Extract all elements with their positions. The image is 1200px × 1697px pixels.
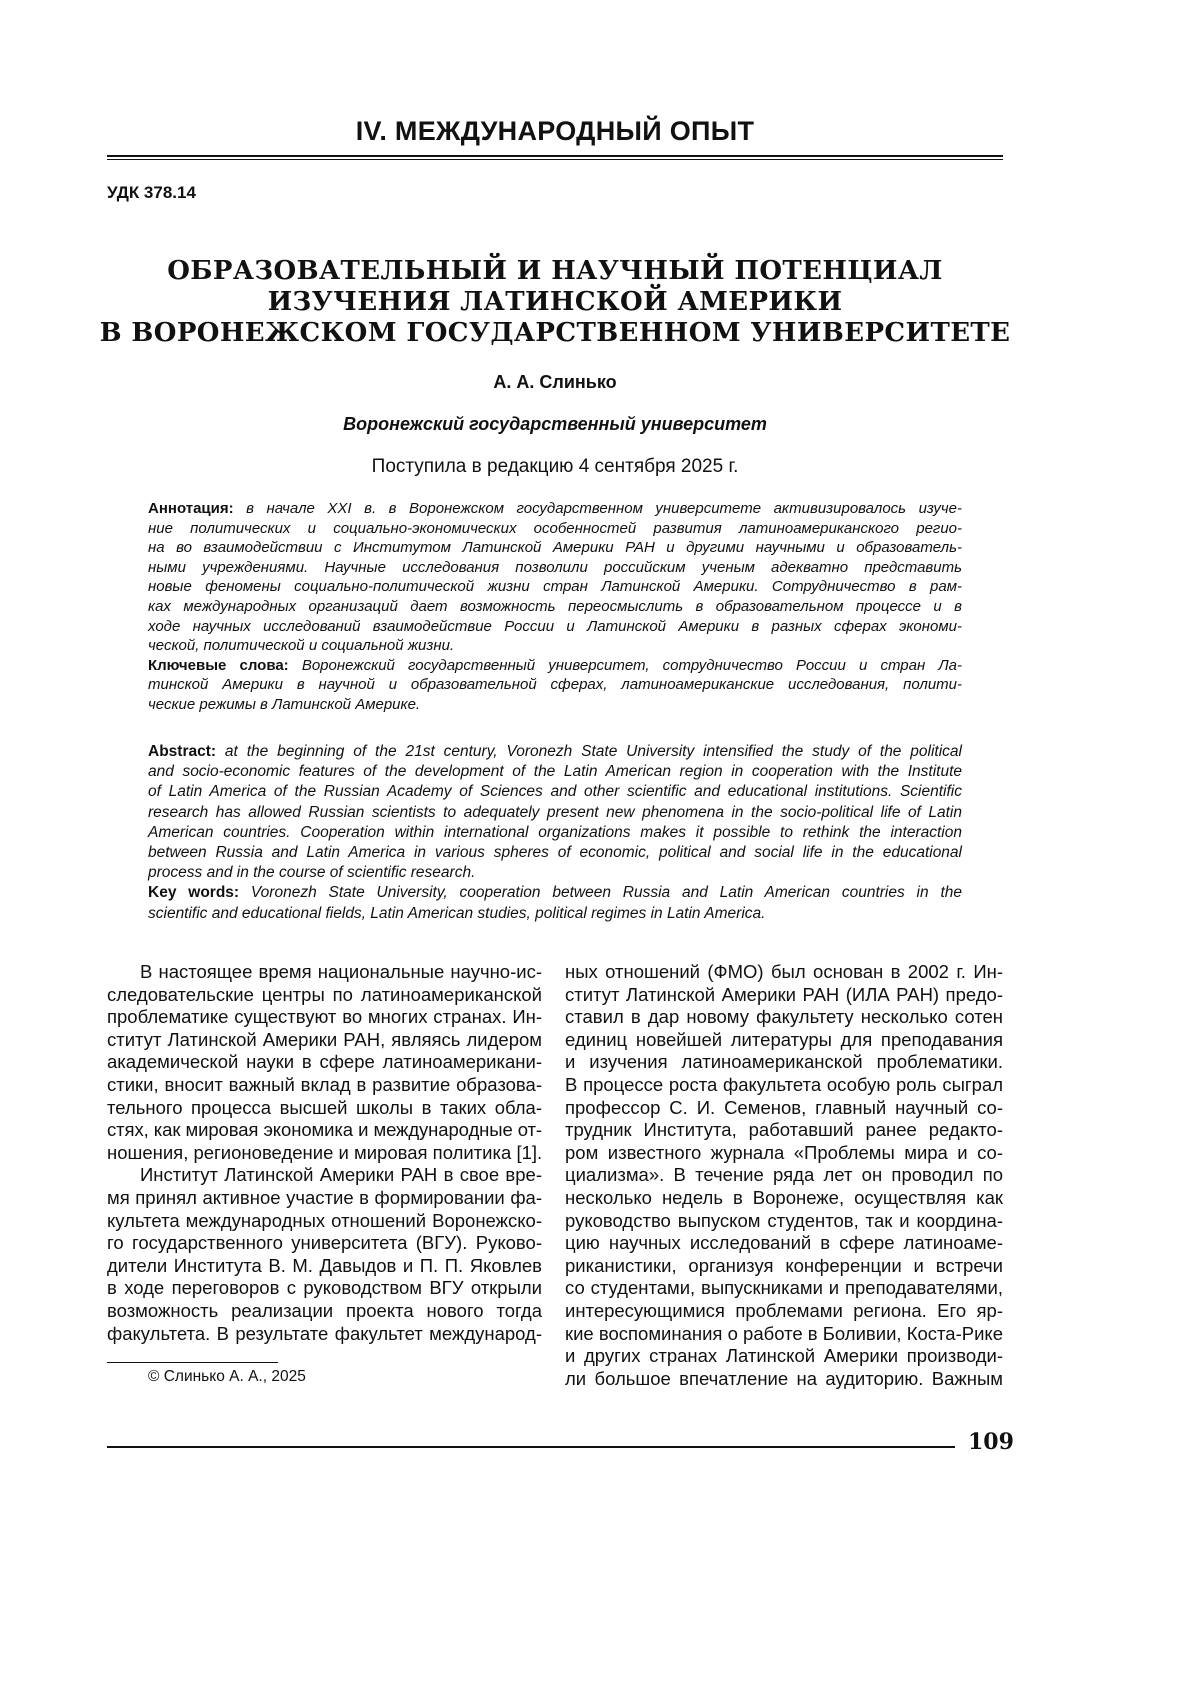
received-date: Поступила в редакцию 4 сентября 2025 г. xyxy=(0,456,1110,478)
body-column-left xyxy=(107,961,542,1345)
text-line xyxy=(148,519,962,539)
line-text: of Latin America of the Russian Academy of Sciences and other scientific and educational institutions. Scientific xyxy=(148,783,962,800)
footer-rule xyxy=(107,1446,955,1448)
text-line xyxy=(148,656,962,676)
text-line xyxy=(148,558,962,578)
body-line: В процессе роста факультета особую роль сыграл xyxy=(565,1074,1003,1097)
body-line: ститут Латинской Америки РАН (ИЛА РАН) предо- xyxy=(565,984,1003,1007)
text-line xyxy=(148,636,962,656)
body-line: ром известного журнала «Проблемы мира и со- xyxy=(565,1142,1003,1165)
copyright-footnote: © Слинько А. А., 2025 xyxy=(148,1368,306,1386)
affiliation: Воронежский государственный университет xyxy=(0,414,1110,435)
section-label: Key words: xyxy=(148,884,239,901)
text-line xyxy=(148,782,962,802)
body-line: со студентами, выпускниками и преподавателями, xyxy=(565,1277,1003,1300)
line-text: at the beginning of the 21st century, Voronezh State University intensified the study of the political xyxy=(225,743,962,760)
text-line xyxy=(148,577,962,597)
author: А. А. Слинько xyxy=(0,372,1110,393)
line-text: новые феномены социально-политической жизни стран Латинской Америки. Сотрудничество в рам- xyxy=(148,578,962,595)
section-label: Ключевые слова: xyxy=(148,657,289,674)
text-line xyxy=(148,863,962,883)
body-line: Институт Латинской Америки РАН в свое вре- xyxy=(107,1164,542,1187)
line-text: ными учреждениями. Научные исследования позволили российским ученым адекватно представить xyxy=(148,559,962,576)
line-text: в начале XXI в. в Воронежском государственном университете активизировалось изуче- xyxy=(246,500,962,517)
line-text: research has allowed Russian scientists to adequately present new phenomena in the socio-political life of Latin xyxy=(148,804,962,821)
body-line: цию научных исследований в сфере латиноаме- xyxy=(565,1232,1003,1255)
text-line xyxy=(148,675,962,695)
body-line: кие воспоминания о работе в Боливии, Коста-Рике xyxy=(565,1323,1003,1346)
text-line xyxy=(148,762,962,782)
body-column-right xyxy=(565,961,1003,1390)
body-line: ставил в дар новому факультету несколько сотен xyxy=(565,1006,1003,1029)
body-line: циализма». В течение ряда лет он проводил по xyxy=(565,1164,1003,1187)
body-line: руководство выпуском студентов, так и координа- xyxy=(565,1210,1003,1233)
line-text: Voronezh State University, cooperation between Russia and Latin American countries in the xyxy=(251,884,962,901)
body-line: культета международных отношений Воронежско- xyxy=(107,1210,542,1233)
header-rule-thin xyxy=(107,159,1003,160)
body-line: ли большое впечатление на аудиторию. Важным xyxy=(565,1368,1003,1391)
body-line: несколько недель в Воронеже, осуществляя как xyxy=(565,1187,1003,1210)
body-line: следовательские центры по латиноамериканской xyxy=(107,984,542,1007)
body-line: и других странах Латинской Америки производи- xyxy=(565,1345,1003,1368)
body-line: единиц новейшей литературы для преподавания xyxy=(565,1029,1003,1052)
body-line: В настоящее время национальные научно-ис- xyxy=(107,961,542,984)
text-line xyxy=(148,597,962,617)
body-line: риканистики, организуя конференции и встречи xyxy=(565,1255,1003,1278)
line-text: American countries. Cooperation within international organizations makes it possible to rethink the interaction xyxy=(148,824,962,841)
body-line: мя принял активное участие в формировании фа- xyxy=(107,1187,542,1210)
body-line: ношения, регионоведение и мировая политика [1]. xyxy=(107,1142,542,1165)
line-text: scientific and educational fields, Latin American studies, political regimes in Latin America. xyxy=(148,905,765,922)
section-label: Abstract: xyxy=(148,743,216,760)
text-line xyxy=(148,904,962,924)
body-line: стики, вносит важный вклад в развитие образова- xyxy=(107,1074,542,1097)
body-line: интересующимися проблемами региона. Его яр- xyxy=(565,1300,1003,1323)
line-text: на во взаимодействии с Институтом Латинской Америки РАН и другими научными и образователь- xyxy=(148,539,962,556)
line-text: ходе научных исследований взаимодействие России и Латинской Америки в разных сферах экономи- xyxy=(148,618,962,635)
body-line: проблематике существуют во многих странах. Ин- xyxy=(107,1006,542,1029)
body-line: трудник Института, работавший ранее редакто- xyxy=(565,1119,1003,1142)
page-number: 109 xyxy=(968,1429,1014,1455)
line-text: process and in the course of scientific research. xyxy=(148,864,475,881)
header-rule-thick xyxy=(107,155,1003,157)
text-line xyxy=(148,695,962,715)
title-line: ИЗУЧЕНИЯ ЛАТИНСКОЙ АМЕРИКИ xyxy=(0,287,1110,318)
body-line: возможность реализации проекта нового тогда xyxy=(107,1300,542,1323)
text-line xyxy=(148,499,962,519)
abstract-en xyxy=(148,742,962,924)
body-line: стях, как мировая экономика и международные от- xyxy=(107,1119,542,1142)
body-line: и изучения латиноамериканской проблематики. xyxy=(565,1051,1003,1074)
line-text: ческой, политической и социальной жизни. xyxy=(148,637,454,654)
section-heading: IV. МЕЖДУНАРОДНЫЙ ОПЫТ xyxy=(0,116,1110,147)
text-line xyxy=(148,742,962,762)
line-text: Воронежский государственный университет, сотрудничество России и стран Ла- xyxy=(302,657,962,674)
body-line: факультета. В результате факультет международ- xyxy=(107,1323,542,1346)
body-line: дители Института В. М. Давыдов и П. П. Яковлев xyxy=(107,1255,542,1278)
text-line xyxy=(148,538,962,558)
text-line xyxy=(148,883,962,903)
text-line xyxy=(148,803,962,823)
body-line: тельного процесса высшей школы в таких обла- xyxy=(107,1097,542,1120)
line-text: тинской Америки в научной и образовательной сферах, латиноамериканские исследования, полити- xyxy=(148,676,962,693)
title-line: ОБРАЗОВАТЕЛЬНЫЙ И НАУЧНЫЙ ПОТЕНЦИАЛ xyxy=(0,256,1110,287)
line-text: ние политических и социально-экономических особенностей развития латиноамериканского регио- xyxy=(148,520,962,537)
body-line: профессор С. И. Семенов, главный научный со- xyxy=(565,1097,1003,1120)
body-line: академической науки в сфере латиноамерикани- xyxy=(107,1051,542,1074)
title-line: В ВОРОНЕЖСКОМ ГОСУДАРСТВЕННОМ УНИВЕРСИТЕТЕ xyxy=(0,318,1110,349)
section-label: Аннотация: xyxy=(148,500,234,517)
body-line: ститут Латинской Америки РАН, являясь лидером xyxy=(107,1029,542,1052)
text-line xyxy=(148,843,962,863)
footnote-rule xyxy=(107,1362,278,1363)
line-text: between Russia and Latin America in various spheres of economic, political and social life in the educational xyxy=(148,844,962,861)
body-line: ных отношений (ФМО) был основан в 2002 г. Ин- xyxy=(565,961,1003,984)
udk-code: УДК 378.14 xyxy=(107,183,196,203)
text-line xyxy=(148,617,962,637)
article-title xyxy=(0,256,1110,349)
line-text: and socio-economic features of the development of the Latin American region in cooperation with the Institute xyxy=(148,763,962,780)
text-line xyxy=(148,823,962,843)
annotation-ru xyxy=(148,499,962,715)
body-line: го государственного университета (ВГУ). Руково- xyxy=(107,1232,542,1255)
line-text: ческие режимы в Латинской Америке. xyxy=(148,696,420,713)
line-text: ках международных организаций дает возможность переосмыслить в образовательном процессе и в xyxy=(148,598,962,615)
body-line: в ходе переговоров с руководством ВГУ открыли xyxy=(107,1277,542,1300)
